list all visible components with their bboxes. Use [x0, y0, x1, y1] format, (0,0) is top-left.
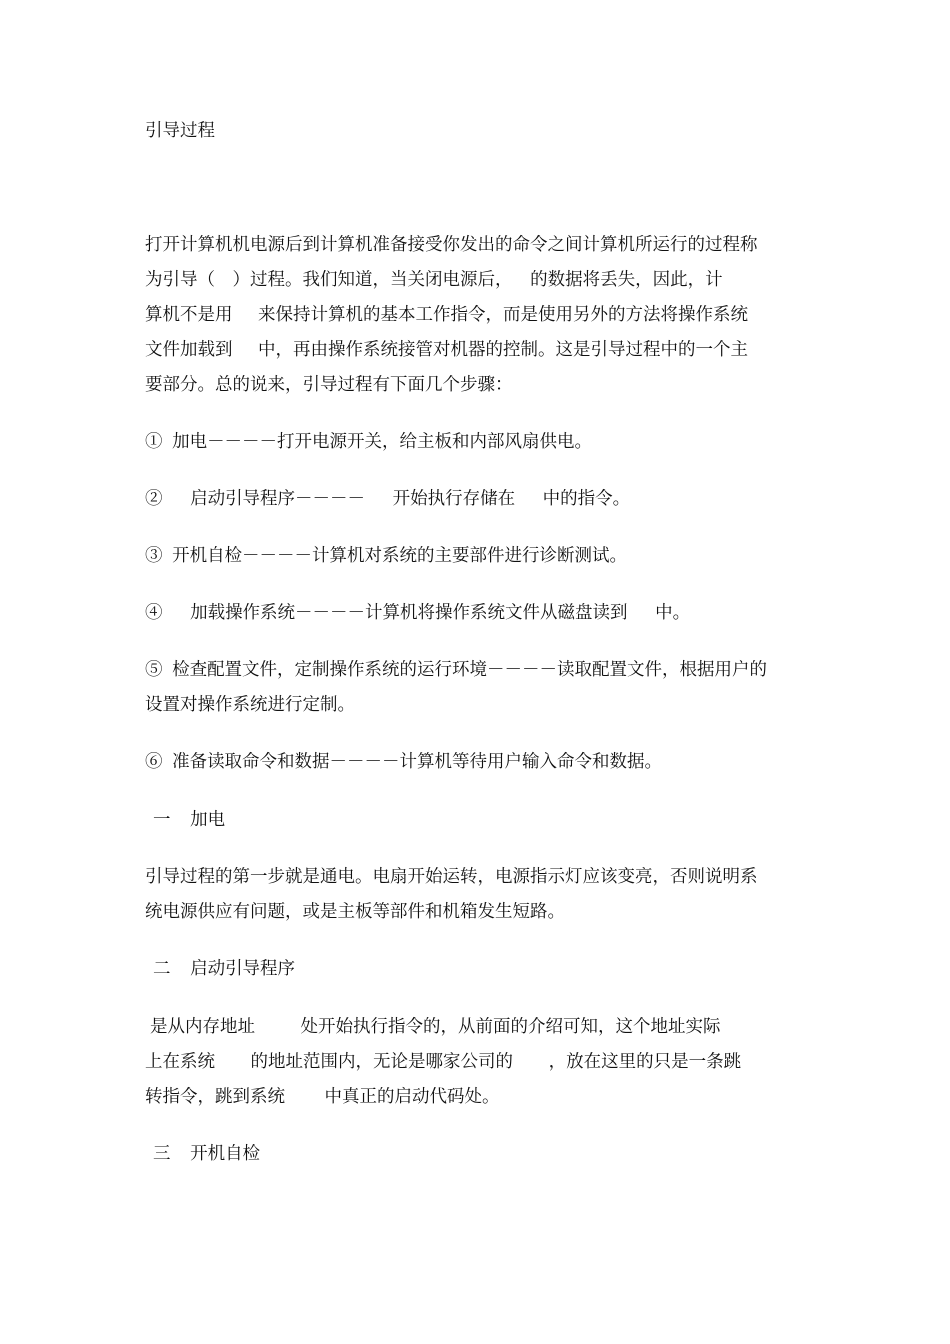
intro-line-4: 文件加载到 中，再由操作系统接管对机器的控制。这是引导过程中的一个主: [145, 340, 749, 360]
step-3: ③ 开机自检－－－－计算机对系统的主要部件进行诊断测试。: [145, 546, 628, 566]
step-5-line-1: ⑤ 检查配置文件，定制操作系统的运行环境－－－－读取配置文件，根据用户的: [145, 660, 768, 680]
step-2: ② 启动引导程序－－－－ 开始执行存储在 中的指令。: [145, 489, 631, 509]
section-2-body-line-3: 转指令，跳到系统 中真正的启动代码处。: [145, 1087, 500, 1107]
step-4: ④ 加载操作系统－－－－计算机将操作系统文件从磁盘读到 中。: [145, 603, 691, 623]
step-5-line-2: 设置对操作系统进行定制。: [145, 695, 355, 715]
intro-line-2: 为引导（ ）过程。我们知道，当关闭电源后， 的数据将丢失，因此，计: [145, 270, 723, 290]
section-1-heading: 一 加电: [153, 810, 226, 830]
step-1: ① 加电－－－－打开电源开关，给主板和内部风扇供电。: [145, 432, 593, 452]
section-2-body-line-2: 上在系统 的地址范围内，无论是哪家公司的 ，放在这里的只是一条跳: [145, 1052, 742, 1072]
intro-line-5: 要部分。总的说来，引导过程有下面几个步骤：: [145, 375, 513, 395]
step-6: ⑥ 准备读取命令和数据－－－－计算机等待用户输入命令和数据。: [145, 752, 663, 772]
section-2-body-line-1: 是从内存地址 处开始执行指令的，从前面的介绍可知，这个地址实际: [150, 1017, 721, 1037]
intro-line-1: 打开计算机机电源后到计算机准备接受你发出的命令之间计算机所运行的过程称: [145, 235, 758, 255]
document-title: 引导过程: [145, 121, 215, 141]
section-3-heading: 三 开机自检: [153, 1144, 261, 1164]
section-2-heading: 二 启动引导程序: [153, 959, 296, 979]
section-1-body-line-2: 统电源供应有问题，或是主板等部件和机箱发生短路。: [145, 902, 565, 922]
section-1-body-line-1: 引导过程的第一步就是通电。电扇开始运转，电源指示灯应该变亮，否则说明系: [145, 867, 758, 887]
intro-line-3: 算机不是用 来保持计算机的基本工作指令，而是使用另外的方法将操作系统: [145, 305, 749, 325]
